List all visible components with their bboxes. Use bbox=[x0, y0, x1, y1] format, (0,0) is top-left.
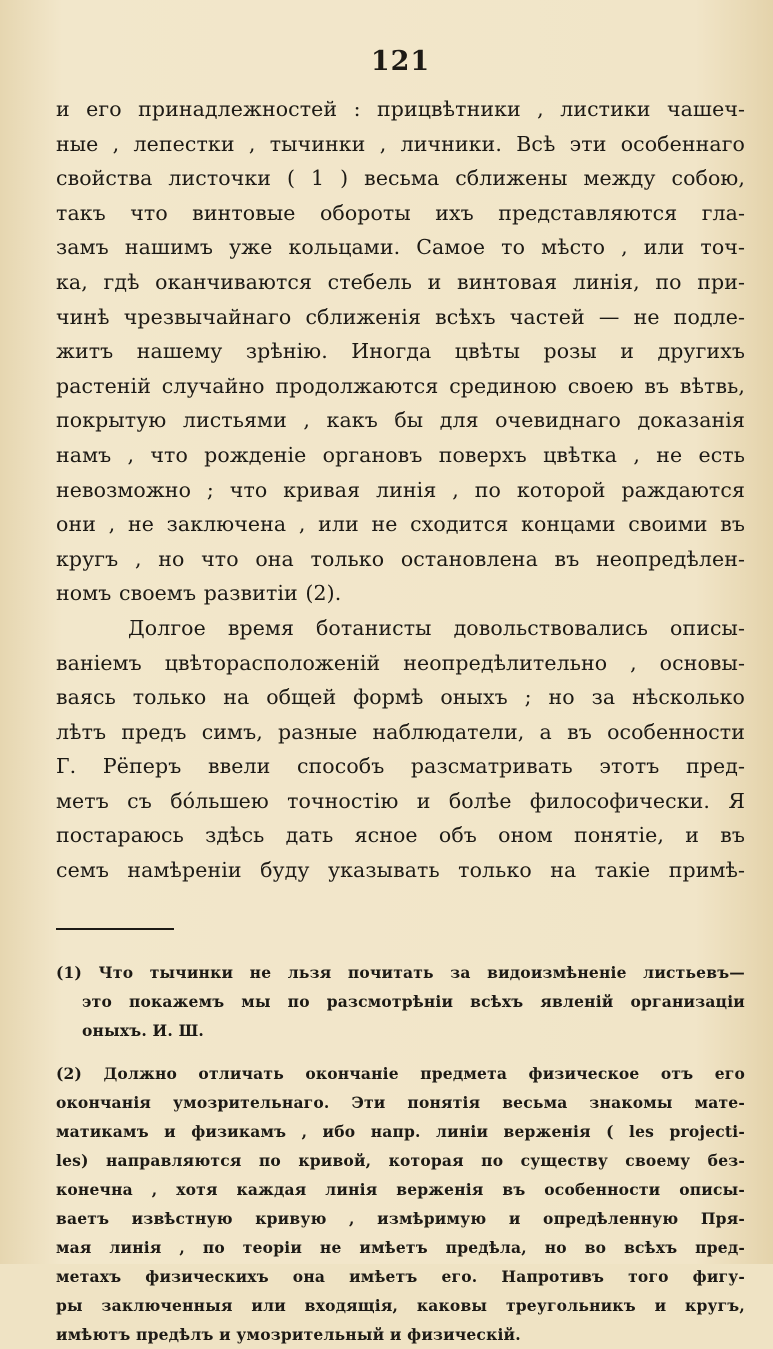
footnote-line: это покажемъ мы по разсмотрѣніи всѣхъ явленій организаціи bbox=[82, 991, 745, 1011]
text-line: невозможно ; что кривая линія , по которой раждаются bbox=[56, 477, 745, 502]
text-line: и его принадлежностей : прицвѣтники , листики чашеч- bbox=[56, 97, 745, 121]
text-line: лѣтъ предъ симъ, разные наблюдатели, а въ особенности bbox=[56, 719, 745, 744]
text-line: ка, гдѣ оканчиваются стебель и винтовая линія, по при- bbox=[56, 269, 745, 294]
footnote-line: ваетъ извѣстную кривую , измѣримую и опредѣленную Пря- bbox=[56, 1208, 745, 1228]
footnote-line: ры заключенныя или входящія, каковы треугольникъ и кругъ, bbox=[56, 1295, 745, 1315]
text-line: номъ своемъ развитіи (2). bbox=[56, 581, 342, 606]
footnote-line: матикамъ и физикамъ , ибо напр. линіи верженія ( les projecti- bbox=[56, 1121, 745, 1141]
footnote-divider bbox=[56, 928, 174, 930]
footnote-line: метахъ физическихъ она имѣетъ его. Напротивъ того фигу- bbox=[56, 1266, 745, 1286]
text-line: ваніемъ цвѣторасположеній неопредѣлительно , основы- bbox=[56, 650, 745, 675]
footnote-2 bbox=[56, 1059, 745, 1349]
text-line: Г. Рёперъ ввели способъ разсматривать этотъ пред- bbox=[56, 754, 745, 779]
footnote-line: окончанія умозрительнаго. Эти понятія весьма знакомы мате- bbox=[56, 1092, 745, 1112]
text-line: свойства листочки ( 1 ) весьма сближены между собою, bbox=[56, 166, 745, 191]
text-line: ваясь только на общей формѣ оныхъ ; но за нѣсколько bbox=[56, 685, 745, 710]
text-line: покрытую листьями , какъ бы для очевиднаго доказанія bbox=[56, 408, 745, 433]
text-line: Долгое время ботанисты довольствовались описы- bbox=[128, 615, 745, 640]
footnotes bbox=[56, 958, 745, 1349]
text-line: ные , лепестки , тычинки , личники. Всѣ эти особеннаго bbox=[56, 131, 745, 156]
footnote-line: конечна , хотя каждая линія верженія въ особенности описы- bbox=[56, 1179, 745, 1199]
page-number: 121 bbox=[370, 46, 431, 77]
text-line: намъ , что рожденіе органовъ поверхъ цвѣтка , не есть bbox=[56, 442, 745, 467]
text-line: кругъ , но что она только остановлена въ неопредѣлен- bbox=[56, 546, 745, 571]
footnote-line: (1) Что тычинки не льзя почитать за видоизмѣненіе листьевъ— bbox=[56, 962, 745, 982]
text-line: семъ намѣреніи буду указывать только на такіе примѣ- bbox=[56, 858, 745, 883]
footnote-line: оныхъ. И. Ш. bbox=[82, 1020, 205, 1040]
text-line: они , не заключена , или не сходится концами своими въ bbox=[56, 512, 745, 537]
footnote-line: имѣютъ предѣлъ и умозрительный и физическій. bbox=[56, 1324, 521, 1344]
text-line: житъ нашему зрѣнію. Иногда цвѣты розы и другихъ bbox=[56, 339, 745, 364]
text-line: замъ нашимъ уже кольцами. Самое то мѣсто , или точ- bbox=[56, 235, 745, 260]
text-line: метъ съ бо́льшею точностію и болѣе философически. Я bbox=[56, 788, 745, 813]
footnote-line: (2) Должно отличать окончаніе предмета физическое отъ его bbox=[56, 1063, 745, 1083]
text-line: такъ что винтовые обороты ихъ представляются гла- bbox=[56, 200, 745, 225]
text-line: чинѣ чрезвычайнаго сближенія всѣхъ частей — не подле- bbox=[56, 304, 745, 329]
footnote-1 bbox=[56, 958, 745, 1045]
footnote-line: les) направляются по кривой, которая по существу своему без- bbox=[56, 1150, 745, 1170]
footnote-line: мая линія , по теоріи не имѣетъ предѣла, но во всѣхъ пред- bbox=[56, 1237, 745, 1257]
main-text bbox=[56, 92, 745, 888]
text-line: постараюсь здѣсь дать ясное объ оном понятіе, и въ bbox=[56, 823, 745, 848]
text-line: растеній случайно продолжаются срединою своею въ вѣтвь, bbox=[56, 373, 745, 398]
